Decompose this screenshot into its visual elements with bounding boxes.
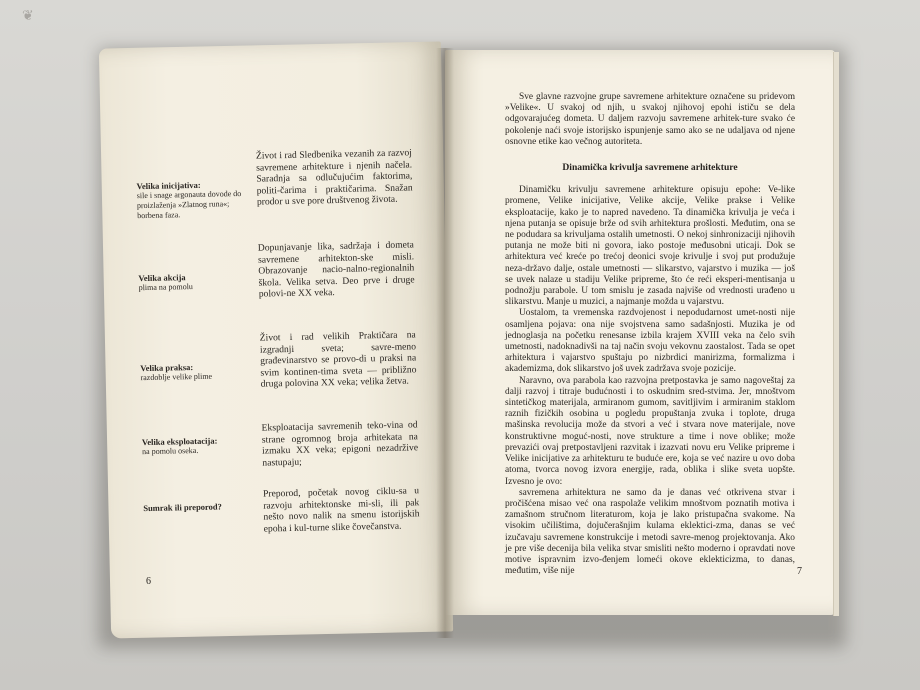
body-paragraph: Uostalom, ta vremenska razdvojenost i nepodudarnost umet-nosti nije osamljena pojava: ona nije svojstvena samo sadašnjosti. Muzika je od jednoglasja na početku renesanse izbila krajem XVIII veka na čelo svih umetnosti, nadoknadivši na taj način svoju vekovnu zaostalost. Tada se opet arhitektura i vajarstvo spuštaju po nizbrdici manirizma, formalizma i akademizma, dok slikarstvo još uvek zadržava svoje pozicije. bbox=[505, 308, 795, 375]
epoch-subtitle: sile i snage argonauta dovode do proizlaženja »Zlatnog runa«; borbena faza. bbox=[136, 188, 242, 221]
page-number-right: 7 bbox=[797, 566, 802, 577]
epoch-title: Velika akcija bbox=[138, 272, 186, 284]
right-page-text bbox=[505, 92, 795, 577]
intro-paragraph: Sve glavne razvojne grupe savremene arhitekture označene su pridevom »Velike«. U svakoj od njih, u svakoj njihovoj epohi ističu se dela odgovarajućeg dometa. U daljem razvoju savremene arhitek-ture svako će pokolenje naći svoje istorijsko ispunjenje samo ako se ne udaljava od njene osnovne etike kao večnog autoriteta. bbox=[505, 92, 795, 147]
table-mark-icon: ❦ bbox=[22, 9, 34, 24]
body-paragraph: savremena arhitektura ne samo da je danas već otkrivena stvar i pročišćena misao već ona raspolaže velikim mnoštvom poznatih motiva i zamašnom stručnom literaturom, koja je lako pristupačna svakome. Na visokim učilištima, dojučerašnjim kulama eklektici-zma, danas se već izučavaju savremene konstrukcije i metodi savre-menog projektovanja. Ako je pre više decenija bila velika stvar smisliti nešto moderno i opravdati nove motive ispravnim izvo-đenjem lomeći okove eklekticizma, to danas, međutim, više nije bbox=[505, 487, 795, 577]
epoch-label bbox=[142, 435, 250, 457]
page-edge bbox=[833, 52, 839, 616]
epoch-description: Dopunjavanje lika, sadržaja i dometa savremene arhitekton-ske misli. Obrazovanje nacio-nalno-regionalnih škola. Velika setva. Deo prve i druge polovi-ne XX veka. bbox=[257, 239, 415, 301]
epoch-description: Život i rad velikih Praktičara na izgradnji sveta; savre-meno građevinarstvo se provo-di u praksi na svim kontinen-tima sveta — približno druga polovina XX veka; velika žetva. bbox=[259, 329, 417, 390]
epoch-description: Eksploatacija savremenih teko-vina od strane ogromnog broja arhitekata na izmaku XX veka; epigoni nezadržive nastupaju; bbox=[261, 419, 419, 469]
epoch-description: Preporod, početak novog ciklu-sa u razvoju arhitektonske mi-sli, ili pak nešto novo nalik na smenu istorijskih epoha i kul-turne slike čovečanstva. bbox=[262, 485, 420, 535]
epoch-title: Velika eksploatacija: bbox=[141, 435, 218, 448]
epoch-subtitle: plima na pomolu bbox=[138, 282, 193, 293]
page-number-left: 6 bbox=[146, 576, 151, 587]
body-paragraph: Dinamičku krivulju savremene arhitekture opisuju epohe: Ve-like promene, Velike inicijative, Velike akcije, Velike prakse i Velike eksploatacije, kako je to napred navedeno. Ta dinamička krivulja je veća i njena putanja se opisuje brže od svih arhitektura prošlosti. Međutim, ona se ne podudara sa krivuljama ostalih umetnosti. O nekoj sinhronizaciji njihovih putanja ne može biti ni govora, iako postoje međusobni uticaji. Dok se arhitektura već kreće po trećoj deonici svoje krivulje i svoj put produžuje neza-državo dalje, ostale umetnosti — slikarstvo, vajarstvo i muzika — još se uvek nalaze u stadiju Velike pripreme, što će reći eksperi-mentisanja u podnožju parabole. U tom smislu je zasada najviše od vrednosti urađeno u slikarstvu. Manje u muzici, a najmanje možda u vajarstvu. bbox=[505, 185, 795, 308]
book-spine bbox=[436, 48, 454, 638]
section-heading: Dinamička krivulja savremene arhitekture bbox=[562, 162, 738, 174]
epoch-label bbox=[140, 361, 248, 383]
epoch-label bbox=[138, 271, 246, 293]
epoch-subtitle: na pomolu oseka. bbox=[142, 445, 199, 457]
epoch-title: Velika praksa: bbox=[140, 362, 194, 374]
epoch-title: Sumrak ili preporod? bbox=[143, 501, 222, 514]
epoch-description: Život i rad Sledbenika vezanih za razvoj savremene arhitekture i njenih načela. Saradnja sa odlučujućim faktorima, politi-čarima i praktičarima. Snažan prodor u sve pore društvenog života. bbox=[255, 147, 413, 209]
body-paragraph: Naravno, ova parabola kao razvojna pretpostavka je samo nagoveštaj za dalji razvoj i titraje budućnosti i to oskudnim sred-stvima. Jer, mnoštvom sintetičkog materijala, armiranom gumom, savitljivim i armiranim staklom raznih fizičkih osobina u pogledu propuštanja zvuka i toplote, druga mašinska revolucija može da stvori a već i stvara nove materijale, nove konstruktivne moguć-nosti, nove strukture a time i nove oblike; može prevazići ovaj pretpostavljeni razvitak i izazvati novu eru Velike pripreme i Velike inicijative za arhitekturu te buduće ere, koja se već nazire u ovo doba atoma, tvorca novog izvora energije, rada, oblika i slike sveta uopšte. Izvesno je ovo: bbox=[505, 375, 795, 487]
epoch-subtitle: razdoblje velike plime bbox=[140, 371, 213, 383]
epoch-title: Velika inicijativa: bbox=[136, 179, 201, 192]
epoch-label bbox=[136, 179, 245, 221]
